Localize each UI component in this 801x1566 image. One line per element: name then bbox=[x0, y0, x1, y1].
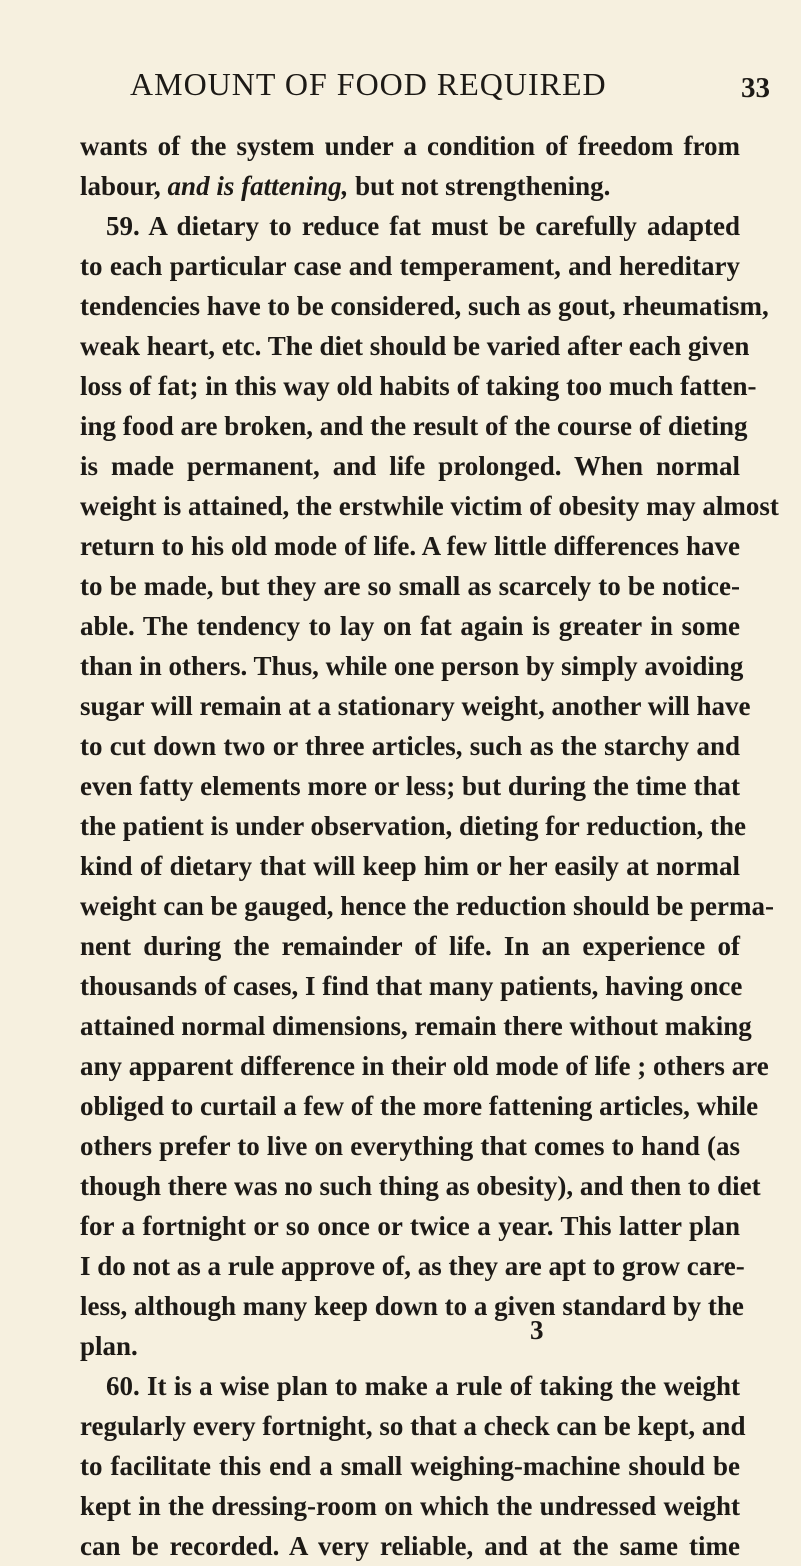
text-line-end: but not strengthening. bbox=[348, 171, 611, 201]
text-line: the patient is under observation, dieting for reduction, the bbox=[80, 811, 747, 841]
text-line: able. The tendency to lay on fat again is greater in some bbox=[80, 611, 740, 641]
text-line: loss of fat; in this way old habits of taking too much fatten- bbox=[80, 371, 757, 401]
text-line: plan. bbox=[80, 1331, 138, 1361]
text-line: nent during the remainder of life. In an experience of bbox=[80, 931, 740, 961]
text-line: than in others. Thus, while one person by simply avoiding bbox=[80, 651, 744, 681]
text-line: any apparent difference in their old mode of life ; others are bbox=[80, 1051, 769, 1081]
running-title: AMOUNT OF FOOD REQUIRED bbox=[130, 66, 607, 102]
text-line: can be recorded. A very reliable, and at the same time bbox=[80, 1531, 740, 1561]
body-text bbox=[80, 126, 779, 1566]
text-line: thousands of cases, I find that many patients, having once bbox=[80, 971, 743, 1001]
text-line: even fatty elements more or less; but during the time that bbox=[80, 771, 740, 801]
text-line: kind of dietary that will keep him or her easily at normal bbox=[80, 851, 740, 881]
text-line: is made permanent, and life prolonged. When normal bbox=[80, 451, 740, 481]
text-line: weight can be gauged, hence the reduction should be perma- bbox=[80, 891, 775, 921]
text-line: others prefer to live on everything that comes to hand (as bbox=[80, 1131, 740, 1161]
text-line: to cut down two or three articles, such as the starchy and bbox=[80, 731, 740, 761]
text-line: less, although many keep down to a given standard by the bbox=[80, 1291, 744, 1321]
text-line: I do not as a rule approve of, as they are apt to grow care- bbox=[80, 1251, 745, 1281]
paragraph-59-start: 59. A dietary to reduce fat must be carefully adapted bbox=[106, 211, 740, 241]
page-number: 33 bbox=[741, 72, 770, 104]
text-line: return to his old mode of life. A few little differences have bbox=[80, 531, 740, 561]
text-line bbox=[80, 166, 740, 206]
text-line: to be made, but they are so small as scarcely to be notice- bbox=[80, 571, 740, 601]
text-line: kept in the dressing-room on which the undressed weight bbox=[80, 1491, 740, 1521]
signature-mark: 3 bbox=[530, 1315, 544, 1345]
text-line: sugar will remain at a stationary weight, another will have bbox=[80, 691, 751, 721]
text-line: ing food are broken, and the result of the course of dieting bbox=[80, 411, 748, 441]
text-line: to each particular case and temperament, and hereditary bbox=[80, 251, 740, 281]
text-line: tendencies have to be considered, such as gout, rheumatism, bbox=[80, 291, 769, 321]
text-line-start: labour, bbox=[80, 171, 168, 201]
paragraph-60-start: 60. It is a wise plan to make a rule of taking the weight bbox=[106, 1371, 740, 1401]
text-line: attained normal dimensions, remain there without making bbox=[80, 1011, 752, 1041]
text-line: though there was no such thing as obesity), and then to diet bbox=[80, 1171, 761, 1201]
text-line: weak heart, etc. The diet should be varied after each given bbox=[80, 331, 750, 361]
italic-phrase: and is fattening, bbox=[167, 171, 349, 201]
text-line: for a fortnight or so once or twice a year. This latter plan bbox=[80, 1211, 740, 1241]
text-line: to facilitate this end a small weighing-machine should be bbox=[80, 1451, 740, 1481]
text-line: wants of the system under a condition of freedom from bbox=[80, 131, 740, 161]
text-line: weight is attained, the erstwhile victim of obesity may almost bbox=[80, 491, 779, 521]
text-line: obliged to curtail a few of the more fattening articles, while bbox=[80, 1091, 759, 1121]
text-line: regularly every fortnight, so that a check can be kept, and bbox=[80, 1411, 746, 1441]
running-head bbox=[112, 66, 770, 114]
